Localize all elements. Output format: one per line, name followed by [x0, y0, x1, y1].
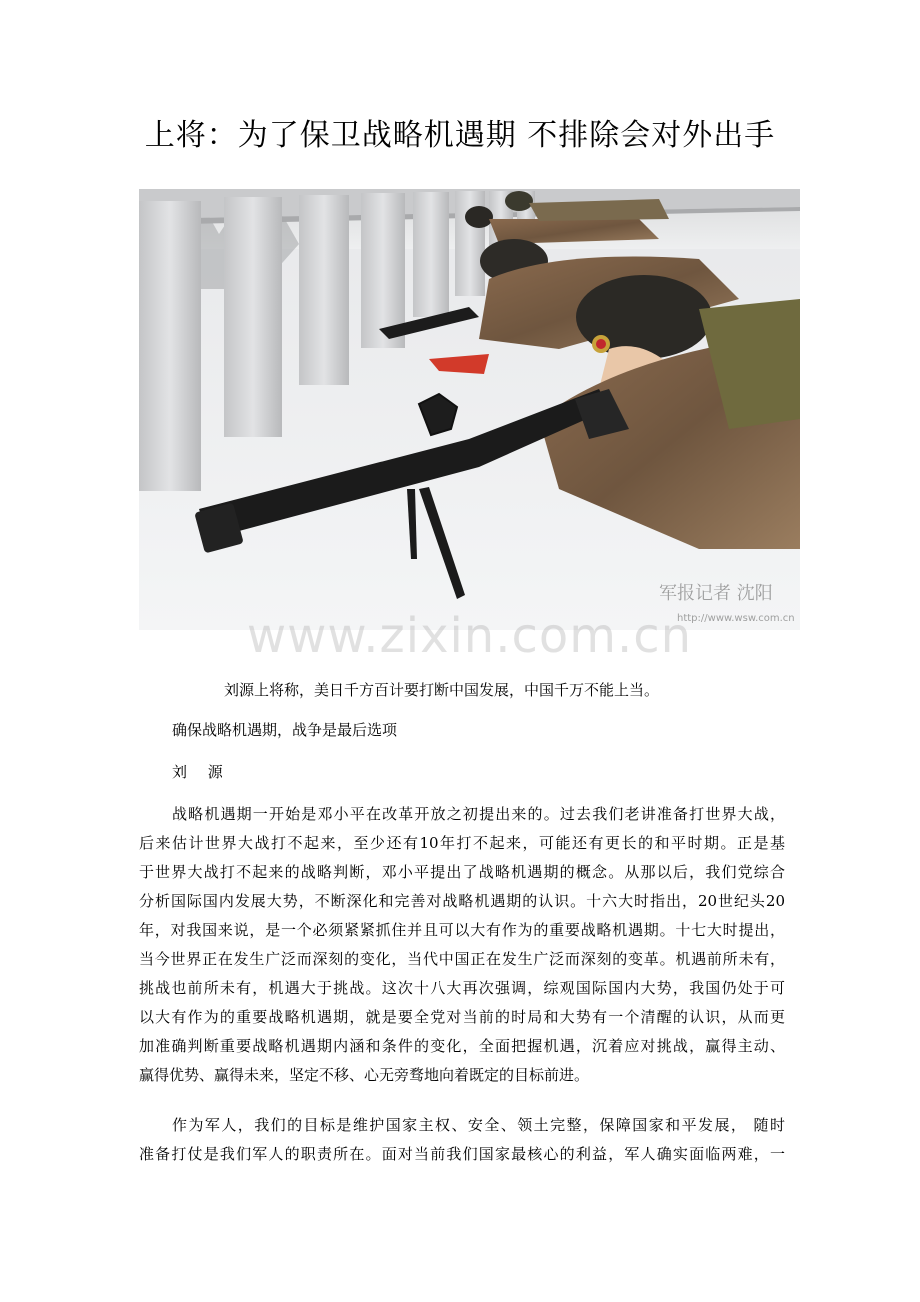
paragraph-1	[139, 800, 785, 1090]
photo-caption: 刘源上将称，美日千方百计要打断中国发展，中国千万不能上当。	[224, 681, 660, 699]
paragraph-line: 以大有作为的重要战略机遇期，就是要全党对当前的时局和大势有一个清醒的认识，从而更	[139, 1008, 785, 1026]
article-author: 刘 源	[172, 763, 231, 781]
paragraph-line: 挑战也前所未有，机遇大于挑战。这次十八大再次强调，综观国际国内大势，我国仍处于可	[139, 979, 785, 997]
article-subhead: 确保战略机遇期，战争是最后选项	[172, 721, 398, 739]
paragraph-line: 后来估计世界大战打不起来，至少还有10年打不起来，可能还有更长的和平时期。正是基	[139, 834, 785, 852]
paragraph-line: 于世界大战打不起来的战略判断，邓小平提出了战略机遇期的概念。从那以后，我们党综合	[139, 863, 785, 881]
photo-watermark-text: 军报记者 沈阳	[659, 583, 773, 604]
paragraph-line: 当今世界正在发生广泛而深刻的变化，当代中国正在发生广泛而深刻的变革。机遇前所未有，	[139, 950, 785, 968]
paragraph-line: 作为军人，我们的目标是维护国家主权、安全、领土完整，保障国家和平发展， 随时	[172, 1116, 785, 1134]
photo-watermark-url: http://www.wsw.com.cn	[677, 613, 795, 624]
page-title: 上将：为了保卫战略机遇期 不排除会对外出手	[144, 118, 776, 153]
article-photo	[139, 189, 800, 630]
paragraph-line: 加准确判断重要战略机遇期内涵和条件的变化，全面把握机遇，沉着应对挑战，赢得主动、	[139, 1037, 785, 1055]
paragraph-line: 准备打仗是我们军人的职责所在。面对当前我们国家最核心的利益，军人确实面临两难，一	[139, 1145, 785, 1163]
site-watermark: www.zixin.com.cn	[246, 608, 693, 664]
paragraph-line: 分析国际国内发展大势，不断深化和完善对战略机遇期的认识。十六大时指出，20世纪头20	[139, 892, 785, 910]
paragraph-2	[139, 1111, 785, 1169]
paragraph-line: 战略机遇期一开始是邓小平在改革开放之初提出来的。过去我们老讲准备打世界大战，	[172, 805, 785, 823]
paragraph-line: 年，对我国来说，是一个必须紧紧抓住并且可以大有作为的重要战略机遇期。十七大时提出，	[139, 921, 785, 939]
paragraph-line: 赢得优势、赢得未来，坚定不移、心无旁骛地向着既定的目标前进。	[139, 1066, 590, 1084]
